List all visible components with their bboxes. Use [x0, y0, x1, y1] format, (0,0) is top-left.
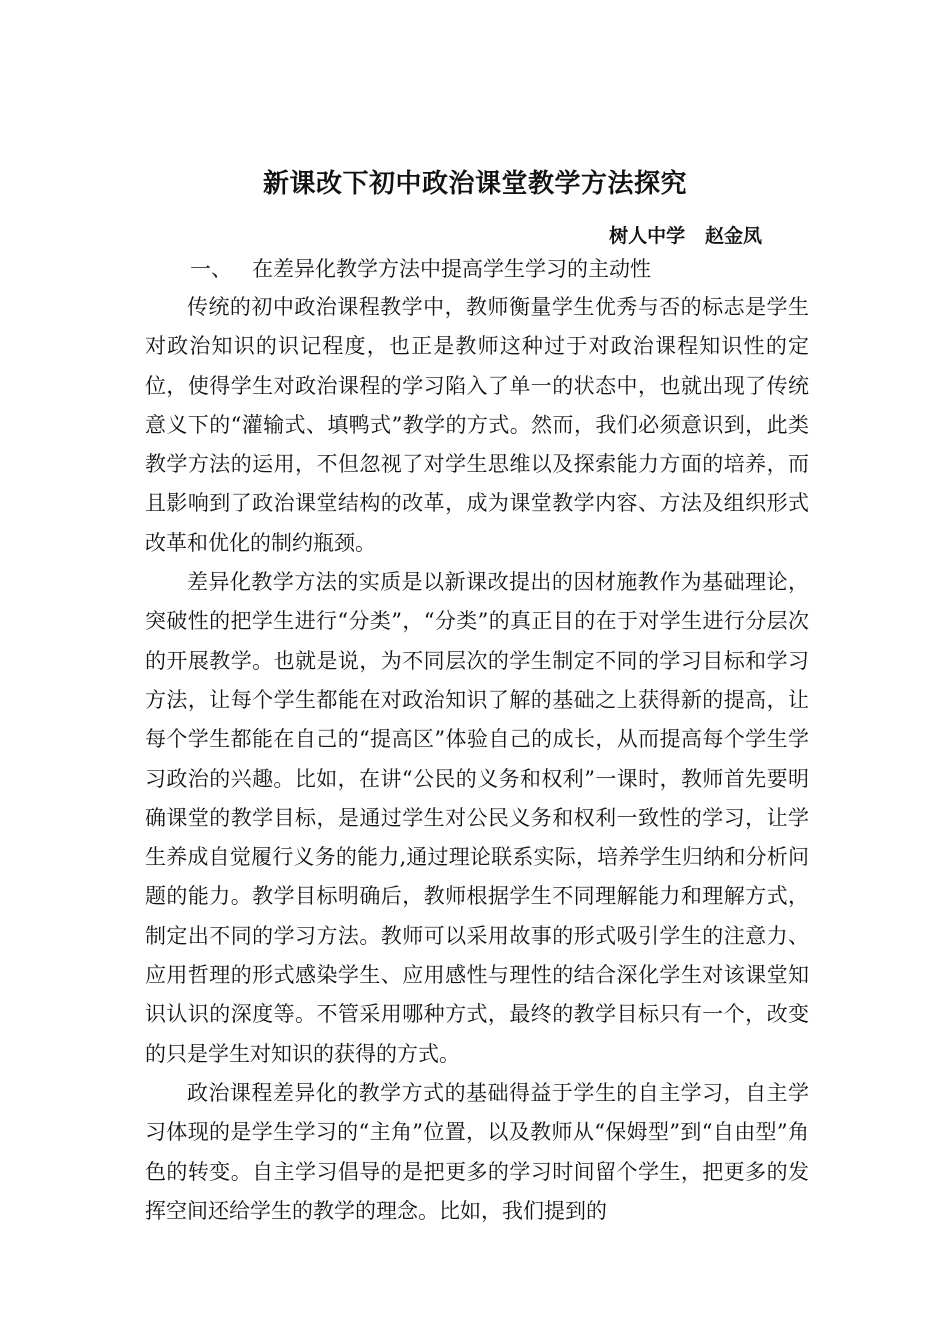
paragraph: 差异化教学方法的实质是以新课改提出的因材施教作为基础理论，突破性的把学生进行“分类”，“分类”的真正目的在于对学生进行分层次的开展教学。也就是说，为不同层次的学生制定不同的学习目标和学习方法，让每个学生都能在对政治知识了解的基础之上获得新的提高，让每个学生都能在自己的“提高区”体验自己的成长，从而提高每个学生学习政治的兴趣。比如，在讲“公民的义务和权利”一课时，教师首先要明确课堂的教学目标，是通过学生对公民义务和权利一致性的学习，让学生养成自觉履行义务的能力,通过理论联系实际，培养学生归纳和分析问题的能力。教学目标明确后，教师根据学生不同理解能力和理解方式，制定出不同的学习方法。教师可以采用故事的形式吸引学生的注意力、应用哲理的形式感染学生、应用感性与理性的结合深化学生对该课堂知识认识的深度等。不管采用哪种方式，最终的教学目标只有一个，改变的只是学生对知识的获得的方式。	[145, 570, 809, 1066]
section-heading: 一、 在差异化教学方法中提高学生学习的主动性	[190, 257, 652, 281]
document-title: 新课改下初中政治课堂教学方法探究	[262, 169, 687, 199]
document-body	[145, 288, 809, 1231]
author-line: 树人中学 赵金凤	[609, 225, 762, 247]
paragraph: 传统的初中政治课程教学中，教师衡量学生优秀与否的标志是学生对政治知识的识记程度，也正是教师这种过于对政治课程知识性的定位，使得学生对政治课程的学习陷入了单一的状态中，也就出现了传统意义下的“灌输式、填鸭式”教学的方式。然而，我们必须意识到，此类教学方法的运用，不但忽视了对学生思维以及探索能力方面的培养，而且影响到了政治课堂结构的改革，成为课堂教学内容、方法及组织形式改革和优化的制约瓶颈。	[145, 295, 809, 555]
paragraph: 政治课程差异化的教学方式的基础得益于学生的自主学习，自主学习体现的是学生学习的“主角”位置，以及教师从“保姆型”到“自由型”角色的转变。自主学习倡导的是把更多的学习时间留个学生，把更多的发挥空间还给学生的教学的理念。比如，我们提到的	[145, 1080, 809, 1223]
